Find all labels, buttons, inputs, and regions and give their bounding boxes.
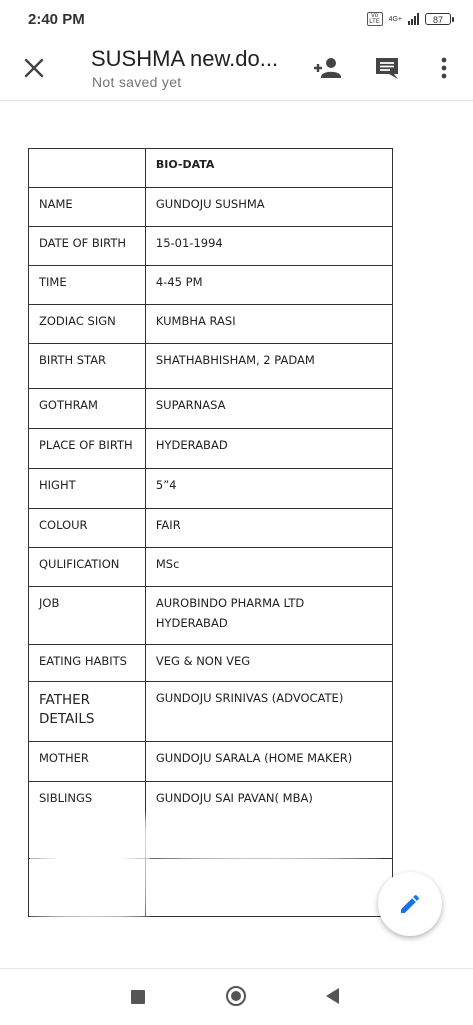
save-status: Not saved yet xyxy=(92,74,182,90)
redacted-area xyxy=(140,812,380,862)
row-value: MSc xyxy=(145,548,392,587)
volte-icon: Vo LTE xyxy=(367,12,383,26)
row-label: SIBLINGS xyxy=(29,782,146,859)
comment-icon xyxy=(373,54,401,82)
row-label: JOB xyxy=(29,587,146,645)
close-button[interactable] xyxy=(20,54,48,82)
status-icons xyxy=(367,12,451,26)
table-row xyxy=(29,742,393,782)
row-label-line: FATHER xyxy=(39,692,91,708)
row-value xyxy=(145,587,392,645)
row-value: SUPARNASA xyxy=(145,389,392,429)
row-value: 15-01-1994 xyxy=(145,227,392,266)
row-value: GUNDOJU SAI PAVAN( MBA) xyxy=(145,782,392,859)
table-row xyxy=(29,149,393,188)
row-label-line: DETAILS xyxy=(39,711,95,727)
row-label: HIGHT xyxy=(29,469,146,509)
row-value-line: AUROBINDO PHARMA LTD xyxy=(155,596,305,610)
table-row xyxy=(29,227,393,266)
bio-data-table xyxy=(28,148,393,917)
row-value: GUNDOJU SARALA (HOME MAKER) xyxy=(145,742,392,782)
row-value: KUMBHA RASI xyxy=(145,305,392,344)
system-nav-bar xyxy=(0,968,473,1025)
row-label: BIRTH STAR xyxy=(29,344,146,389)
row-label: GOTHRAM xyxy=(29,389,146,429)
table-row xyxy=(29,188,393,227)
row-value: HYDERABAD xyxy=(145,429,392,469)
close-icon xyxy=(20,54,48,82)
table-row xyxy=(29,429,393,469)
table-row xyxy=(29,389,393,429)
document-canvas[interactable] xyxy=(0,100,473,968)
share-button[interactable] xyxy=(312,54,344,82)
row-label: TIME xyxy=(29,266,146,305)
table-row xyxy=(29,509,393,548)
redacted-area xyxy=(30,815,150,925)
more-vertical-icon xyxy=(434,54,454,82)
signal-icon xyxy=(408,13,419,25)
row-value: GUNDOJU SRINIVAS (ADVOCATE) xyxy=(145,682,392,742)
row-label: DATE OF BIRTH xyxy=(29,227,146,266)
battery-icon: 87 xyxy=(425,13,451,25)
back-triangle-icon[interactable] xyxy=(326,988,339,1004)
network-type: 4G+ xyxy=(388,15,402,23)
row-value: 4-45 PM xyxy=(145,266,392,305)
row-label: MOTHER xyxy=(29,742,146,782)
table-row xyxy=(29,469,393,509)
row-value: FAIR xyxy=(145,509,392,548)
home-circle-icon[interactable] xyxy=(226,986,246,1006)
row-label: COLOUR xyxy=(29,509,146,548)
document-title: SUSHMA new.do... xyxy=(91,46,279,71)
row-value: SHATHABHISHAM, 2 PADAM xyxy=(145,344,392,389)
table-row xyxy=(29,645,393,682)
row-label: NAME xyxy=(29,188,146,227)
row-label: EATING HABITS xyxy=(29,645,146,682)
table-row xyxy=(29,305,393,344)
table-cell xyxy=(29,149,146,188)
edit-pencil-icon xyxy=(398,892,422,916)
table-row xyxy=(29,682,393,742)
row-label xyxy=(29,682,146,742)
table-row xyxy=(29,587,393,645)
add-person-icon xyxy=(312,54,344,82)
app-bar xyxy=(0,40,473,101)
table-row xyxy=(29,548,393,587)
more-options-button[interactable] xyxy=(434,54,454,82)
row-label: PLACE OF BIRTH xyxy=(29,429,146,469)
comment-button[interactable] xyxy=(373,54,401,82)
status-time: 2:40 PM xyxy=(28,11,85,28)
row-value: 5”4 xyxy=(145,469,392,509)
table-cell xyxy=(145,859,392,917)
row-value: GUNDOJU SUSHMA xyxy=(145,188,392,227)
recents-square-icon[interactable] xyxy=(131,990,145,1004)
row-label: ZODIAC SIGN xyxy=(29,305,146,344)
row-value-line: HYDERABAD xyxy=(155,616,228,630)
edit-fab-button[interactable] xyxy=(378,872,442,936)
table-row xyxy=(29,266,393,305)
row-value: VEG & NON VEG xyxy=(145,645,392,682)
table-row xyxy=(29,344,393,389)
table-header: BIO-DATA xyxy=(145,149,392,188)
status-bar xyxy=(0,0,473,40)
row-label: QULIFICATION xyxy=(29,548,146,587)
